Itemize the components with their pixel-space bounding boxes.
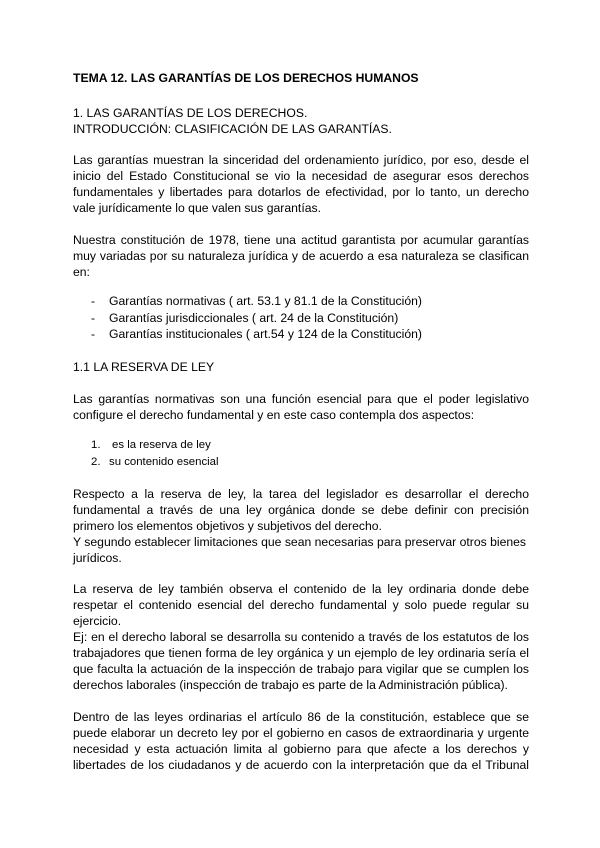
page-title: TEMA 12. LAS GARANTÍAS DE LOS DERECHOS HUMANOS	[73, 71, 419, 85]
paragraph-line: inicio del Estado Constitucional se vio la necesidad de asegurar esos derechos	[73, 169, 529, 183]
section-heading-line: 1. LAS GARANTÍAS DE LOS DERECHOS.	[73, 106, 308, 120]
bullet-marker: -	[91, 327, 96, 341]
paragraph-line: en:	[73, 265, 90, 279]
list-number: 1.	[91, 439, 101, 451]
paragraph-line: La reserva de ley también observa el contenido de la ley ordinaria donde debe	[73, 582, 529, 596]
list-item: Garantías jurisdiccionales ( art. 24 de la Constitución)	[109, 311, 399, 325]
paragraph-line: muy variadas por su naturaleza jurídica y de acuerdo a esa naturaleza se clasifican	[73, 249, 529, 263]
paragraph-line: derechos laborales (inspección de trabajo es parte de la Administración pública).	[73, 678, 508, 692]
paragraph-line: Nuestra constitución de 1978, tiene una actitud garantista por acumular garantías	[73, 233, 529, 247]
paragraph-line: libertades de los ciudadanos y de acuerdo con la interpretación que da el Tribunal	[73, 758, 529, 772]
paragraph-line: Las garantías muestran la sinceridad del ordenamiento jurídico, por eso, desde el	[73, 153, 529, 167]
paragraph-line: trabajadores que tienen forma de ley orgánica y un ejemplo de ley ordinaria sería el	[73, 646, 529, 660]
paragraph-line: fundamentales y libertades para dotarlos de efectividad, por lo tanto, un derecho	[73, 185, 529, 199]
bullet-marker: -	[91, 294, 96, 308]
paragraph-line: Ej: en el derecho laboral se desarrolla su contenido a través de los estatutos de los	[73, 630, 529, 644]
list-item: es la reserva de ley	[112, 439, 211, 451]
paragraph-line: Las garantías normativas son una función esencial para que el poder legislativo	[73, 392, 529, 406]
paragraph-line: fundamental a través de una ley orgánica donde se debe definir con precisión	[73, 503, 529, 517]
paragraph-line: configure el derecho fundamental y en este caso contempla dos aspectos:	[73, 408, 475, 422]
list-number: 2.	[91, 456, 101, 468]
paragraph-line: Respecto a la reserva de ley, la tarea del legislador es desarrollar el derecho	[73, 487, 529, 501]
paragraph-line: Y segundo establecer limitaciones que sean necesarias para preservar otros bienes	[73, 535, 527, 549]
paragraph-line: vale jurídicamente lo que valen sus garantías.	[73, 201, 321, 215]
paragraph-line: primero los elementos objetivos y subjetivos del derecho.	[73, 519, 382, 533]
list-item: Garantías institucionales ( art.54 y 124 de la Constitución)	[109, 327, 422, 341]
section-heading-line: INTRODUCCIÓN: CLASIFICACIÓN DE LAS GARANTÍAS.	[73, 122, 392, 136]
paragraph-line: necesidad y esta actuación limita al gobierno para que afecte a los derechos y	[73, 742, 529, 756]
list-item: su contenido esencial	[109, 456, 219, 468]
list-item: Garantías normativas ( art. 53.1 y 81.1 de la Constitución)	[109, 294, 422, 308]
subsection-heading: 1.1 LA RESERVA DE LEY	[73, 360, 215, 374]
paragraph-line: ejercicio.	[73, 614, 122, 628]
paragraph-line: que faculta la actuación de la inspección de trabajo para vigilar que se cumplen los	[73, 662, 529, 676]
paragraph-line: jurídicos.	[73, 551, 122, 565]
paragraph-line: respetar el contenido esencial del derecho fundamental y solo puede regular su	[73, 598, 529, 612]
paragraph-line: Dentro de las leyes ordinarias el artículo 86 de la constitución, establece que se	[73, 710, 529, 724]
bullet-marker: -	[91, 311, 96, 325]
paragraph-line: puede elaborar un decreto ley por el gobierno en casos de extraordinaria y urgente	[73, 726, 529, 740]
